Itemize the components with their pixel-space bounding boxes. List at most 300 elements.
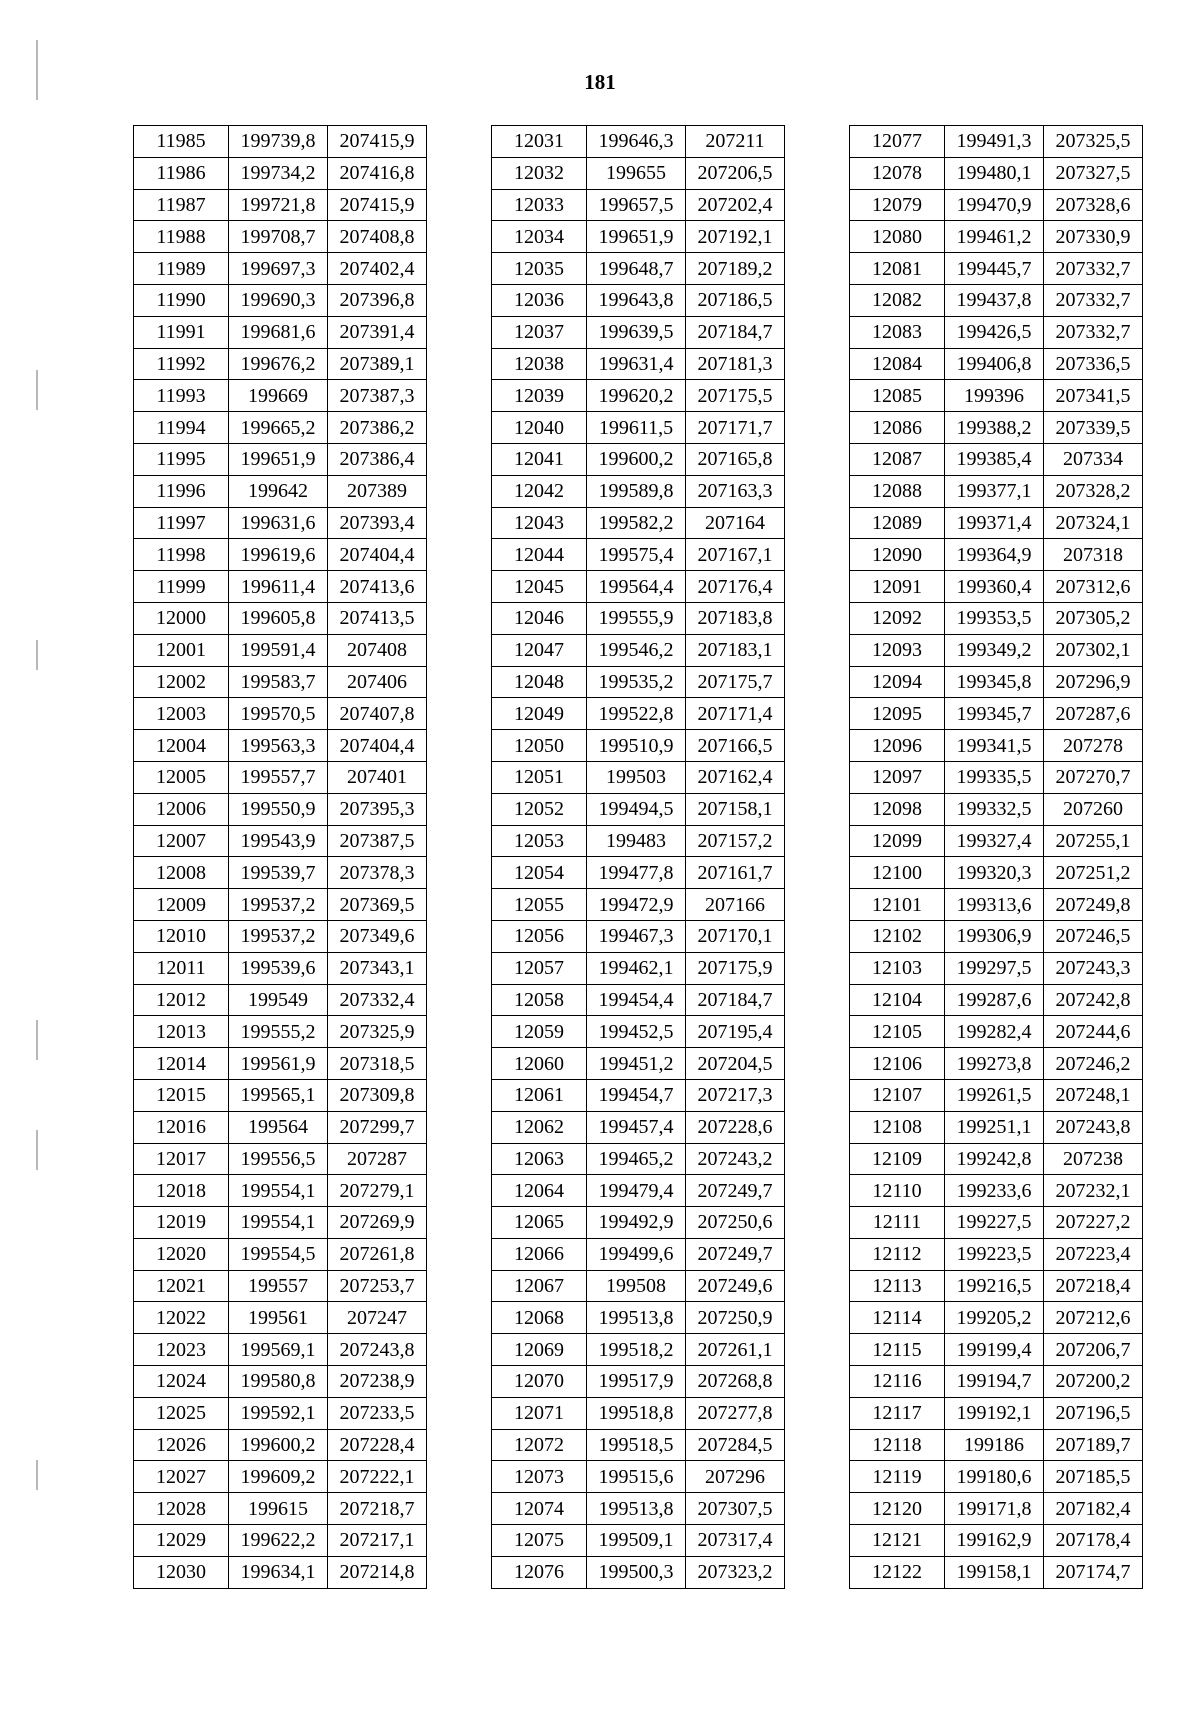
y-coordinate-cell: 207369,5	[328, 889, 427, 921]
table-row	[134, 1461, 427, 1493]
table-row	[850, 571, 1143, 603]
y-coordinate-cell: 207243,8	[328, 1334, 427, 1366]
x-coordinate-cell: 199639,5	[587, 316, 686, 348]
x-coordinate-cell: 199665,2	[229, 412, 328, 444]
y-coordinate-cell: 207189,7	[1044, 1429, 1143, 1461]
table-row	[850, 889, 1143, 921]
y-coordinate-cell: 207161,7	[686, 857, 785, 889]
table-row	[492, 1175, 785, 1207]
y-coordinate-cell: 207249,7	[686, 1238, 785, 1270]
y-coordinate-cell: 207217,3	[686, 1079, 785, 1111]
table-row	[492, 1207, 785, 1239]
table-row	[492, 1048, 785, 1080]
x-coordinate-cell: 199539,6	[229, 952, 328, 984]
x-coordinate-cell: 199192,1	[945, 1397, 1044, 1429]
x-coordinate-cell: 199345,7	[945, 698, 1044, 730]
point-number-cell: 12019	[134, 1207, 229, 1239]
table-row	[134, 761, 427, 793]
x-coordinate-cell: 199364,9	[945, 539, 1044, 571]
y-coordinate-cell: 207243,2	[686, 1143, 785, 1175]
y-coordinate-cell: 207269,9	[328, 1207, 427, 1239]
point-number-cell: 12039	[492, 380, 587, 412]
point-number-cell: 12066	[492, 1238, 587, 1270]
x-coordinate-cell: 199457,4	[587, 1111, 686, 1143]
table-row	[134, 284, 427, 316]
y-coordinate-cell: 207178,4	[1044, 1525, 1143, 1557]
table-row	[134, 1207, 427, 1239]
x-coordinate-cell: 199385,4	[945, 443, 1044, 475]
y-coordinate-cell: 207211	[686, 126, 785, 158]
scan-margin-line	[36, 1020, 38, 1060]
point-number-cell: 12045	[492, 571, 587, 603]
y-coordinate-cell: 207218,7	[328, 1493, 427, 1525]
point-number-cell: 12047	[492, 634, 587, 666]
x-coordinate-cell: 199158,1	[945, 1556, 1044, 1588]
x-coordinate-cell: 199465,2	[587, 1143, 686, 1175]
point-number-cell: 12033	[492, 189, 587, 221]
y-coordinate-cell: 207261,1	[686, 1334, 785, 1366]
table-row	[492, 475, 785, 507]
point-number-cell: 12018	[134, 1175, 229, 1207]
y-coordinate-cell: 207318	[1044, 539, 1143, 571]
point-number-cell: 12072	[492, 1429, 587, 1461]
point-number-cell: 12076	[492, 1556, 587, 1588]
table-row	[134, 1238, 427, 1270]
x-coordinate-cell: 199555,2	[229, 1016, 328, 1048]
point-number-cell: 12104	[850, 984, 945, 1016]
point-number-cell: 12096	[850, 730, 945, 762]
x-coordinate-cell: 199605,8	[229, 602, 328, 634]
table-row	[492, 1238, 785, 1270]
x-coordinate-cell: 199651,9	[587, 221, 686, 253]
y-coordinate-cell: 207248,1	[1044, 1079, 1143, 1111]
point-number-cell: 12017	[134, 1143, 229, 1175]
table-row	[134, 507, 427, 539]
table-row	[134, 348, 427, 380]
x-coordinate-cell: 199491,3	[945, 126, 1044, 158]
table-row	[492, 698, 785, 730]
x-coordinate-cell: 199734,2	[229, 157, 328, 189]
y-coordinate-cell: 207401	[328, 761, 427, 793]
point-number-cell: 12026	[134, 1429, 229, 1461]
point-number-cell: 12111	[850, 1207, 945, 1239]
table-row	[134, 412, 427, 444]
x-coordinate-cell: 199306,9	[945, 920, 1044, 952]
table-row	[492, 157, 785, 189]
y-coordinate-cell: 207378,3	[328, 857, 427, 889]
table-row	[492, 857, 785, 889]
x-coordinate-cell: 199180,6	[945, 1461, 1044, 1493]
point-number-cell: 12077	[850, 126, 945, 158]
table-row	[492, 316, 785, 348]
x-coordinate-cell: 199643,8	[587, 284, 686, 316]
x-coordinate-cell: 199162,9	[945, 1525, 1044, 1557]
x-coordinate-cell: 199537,2	[229, 889, 328, 921]
y-coordinate-cell: 207163,3	[686, 475, 785, 507]
table-row	[134, 1429, 427, 1461]
y-coordinate-cell: 207268,8	[686, 1366, 785, 1398]
x-coordinate-cell: 199510,9	[587, 730, 686, 762]
table-row	[850, 920, 1143, 952]
point-number-cell: 12075	[492, 1525, 587, 1557]
point-number-cell: 12068	[492, 1302, 587, 1334]
x-coordinate-cell: 199569,1	[229, 1334, 328, 1366]
y-coordinate-cell: 207334	[1044, 443, 1143, 475]
point-number-cell: 12043	[492, 507, 587, 539]
y-coordinate-cell: 207238,9	[328, 1366, 427, 1398]
point-number-cell: 12004	[134, 730, 229, 762]
point-number-cell: 11992	[134, 348, 229, 380]
x-coordinate-cell: 199611,4	[229, 571, 328, 603]
table-row	[492, 1556, 785, 1588]
point-number-cell: 12052	[492, 793, 587, 825]
y-coordinate-cell: 207158,1	[686, 793, 785, 825]
table-row	[850, 539, 1143, 571]
y-coordinate-cell: 207175,9	[686, 952, 785, 984]
point-number-cell: 11997	[134, 507, 229, 539]
point-number-cell: 12098	[850, 793, 945, 825]
x-coordinate-cell: 199535,2	[587, 666, 686, 698]
table-row	[492, 952, 785, 984]
x-coordinate-cell: 199287,6	[945, 984, 1044, 1016]
x-coordinate-cell: 199564,4	[587, 571, 686, 603]
y-coordinate-cell: 207317,4	[686, 1525, 785, 1557]
y-coordinate-cell: 207171,4	[686, 698, 785, 730]
y-coordinate-cell: 207395,3	[328, 793, 427, 825]
x-coordinate-cell: 199592,1	[229, 1397, 328, 1429]
table-row	[492, 1111, 785, 1143]
table-row	[850, 666, 1143, 698]
table-row	[134, 825, 427, 857]
y-coordinate-cell: 207249,8	[1044, 889, 1143, 921]
point-number-cell: 12086	[850, 412, 945, 444]
y-coordinate-cell: 207416,8	[328, 157, 427, 189]
table-row	[850, 1207, 1143, 1239]
point-number-cell: 11993	[134, 380, 229, 412]
point-number-cell: 12095	[850, 698, 945, 730]
table-row	[850, 1493, 1143, 1525]
point-number-cell: 12003	[134, 698, 229, 730]
x-coordinate-cell: 199320,3	[945, 857, 1044, 889]
point-number-cell: 12000	[134, 602, 229, 634]
point-number-cell: 12122	[850, 1556, 945, 1588]
x-coordinate-cell: 199609,2	[229, 1461, 328, 1493]
x-coordinate-cell: 199648,7	[587, 253, 686, 285]
point-number-cell: 12121	[850, 1525, 945, 1557]
point-number-cell: 12081	[850, 253, 945, 285]
y-coordinate-cell: 207393,4	[328, 507, 427, 539]
table-row	[134, 571, 427, 603]
point-number-cell: 12009	[134, 889, 229, 921]
point-number-cell: 12103	[850, 952, 945, 984]
y-coordinate-cell: 207413,6	[328, 571, 427, 603]
x-coordinate-cell: 199353,5	[945, 602, 1044, 634]
y-coordinate-cell: 207183,8	[686, 602, 785, 634]
point-number-cell: 12110	[850, 1175, 945, 1207]
point-number-cell: 12015	[134, 1079, 229, 1111]
y-coordinate-cell: 207253,7	[328, 1270, 427, 1302]
y-coordinate-cell: 207406	[328, 666, 427, 698]
table-row	[134, 1111, 427, 1143]
table-row	[492, 1366, 785, 1398]
x-coordinate-cell: 199575,4	[587, 539, 686, 571]
point-number-cell: 12074	[492, 1493, 587, 1525]
y-coordinate-cell: 207332,7	[1044, 253, 1143, 285]
point-number-cell: 12030	[134, 1556, 229, 1588]
table-row	[850, 1111, 1143, 1143]
y-coordinate-cell: 207176,4	[686, 571, 785, 603]
x-coordinate-cell: 199522,8	[587, 698, 686, 730]
y-coordinate-cell: 207343,1	[328, 952, 427, 984]
point-number-cell: 12054	[492, 857, 587, 889]
y-coordinate-cell: 207415,9	[328, 189, 427, 221]
point-number-cell: 12089	[850, 507, 945, 539]
x-coordinate-cell: 199452,5	[587, 1016, 686, 1048]
point-number-cell: 12062	[492, 1111, 587, 1143]
y-coordinate-cell: 207332,4	[328, 984, 427, 1016]
table-row	[492, 348, 785, 380]
point-number-cell: 12001	[134, 634, 229, 666]
table-row	[134, 1143, 427, 1175]
table-row	[850, 475, 1143, 507]
table-row	[492, 571, 785, 603]
table-row	[850, 126, 1143, 158]
table-row	[134, 1048, 427, 1080]
y-coordinate-cell: 207184,7	[686, 316, 785, 348]
x-coordinate-cell: 199186	[945, 1429, 1044, 1461]
point-number-cell: 12048	[492, 666, 587, 698]
point-number-cell: 12102	[850, 920, 945, 952]
table-row	[850, 157, 1143, 189]
table-row	[850, 1429, 1143, 1461]
y-coordinate-cell: 207332,7	[1044, 284, 1143, 316]
y-coordinate-cell: 207195,4	[686, 1016, 785, 1048]
y-coordinate-cell: 207246,5	[1044, 920, 1143, 952]
table-row	[850, 1238, 1143, 1270]
table-row	[492, 602, 785, 634]
y-coordinate-cell: 207336,5	[1044, 348, 1143, 380]
y-coordinate-cell: 207175,5	[686, 380, 785, 412]
point-number-cell: 12005	[134, 761, 229, 793]
x-coordinate-cell: 199657,5	[587, 189, 686, 221]
point-number-cell: 12113	[850, 1270, 945, 1302]
point-number-cell: 12038	[492, 348, 587, 380]
point-number-cell: 12061	[492, 1079, 587, 1111]
y-coordinate-cell: 207200,2	[1044, 1366, 1143, 1398]
x-coordinate-cell: 199251,1	[945, 1111, 1044, 1143]
table-row	[492, 1302, 785, 1334]
y-coordinate-cell: 207162,4	[686, 761, 785, 793]
y-coordinate-cell: 207328,6	[1044, 189, 1143, 221]
table-row	[134, 1079, 427, 1111]
x-coordinate-cell: 199642	[229, 475, 328, 507]
table-row	[850, 348, 1143, 380]
y-coordinate-cell: 207243,3	[1044, 952, 1143, 984]
point-number-cell: 12100	[850, 857, 945, 889]
y-coordinate-cell: 207279,1	[328, 1175, 427, 1207]
x-coordinate-cell: 199646,3	[587, 126, 686, 158]
y-coordinate-cell: 207250,9	[686, 1302, 785, 1334]
x-coordinate-cell: 199549	[229, 984, 328, 1016]
point-number-cell: 12023	[134, 1334, 229, 1366]
y-coordinate-cell: 207249,6	[686, 1270, 785, 1302]
x-coordinate-cell: 199377,1	[945, 475, 1044, 507]
table-row	[850, 1556, 1143, 1588]
table-row	[850, 698, 1143, 730]
y-coordinate-cell: 207166	[686, 889, 785, 921]
point-number-cell: 12035	[492, 253, 587, 285]
table-row	[134, 793, 427, 825]
table-row	[850, 825, 1143, 857]
x-coordinate-cell: 199513,8	[587, 1493, 686, 1525]
table-row	[850, 221, 1143, 253]
x-coordinate-cell: 199515,6	[587, 1461, 686, 1493]
point-number-cell: 12071	[492, 1397, 587, 1429]
point-number-cell: 12014	[134, 1048, 229, 1080]
point-number-cell: 12002	[134, 666, 229, 698]
table-row	[134, 920, 427, 952]
point-number-cell: 12106	[850, 1048, 945, 1080]
point-number-cell: 12084	[850, 348, 945, 380]
x-coordinate-cell: 199445,7	[945, 253, 1044, 285]
point-number-cell: 12008	[134, 857, 229, 889]
x-coordinate-cell: 199406,8	[945, 348, 1044, 380]
table-row	[492, 1143, 785, 1175]
table-row	[134, 857, 427, 889]
y-coordinate-cell: 207309,8	[328, 1079, 427, 1111]
y-coordinate-cell: 207255,1	[1044, 825, 1143, 857]
table-row	[134, 475, 427, 507]
table-row	[850, 1461, 1143, 1493]
table-row	[850, 761, 1143, 793]
table-row	[850, 316, 1143, 348]
table-row	[492, 1397, 785, 1429]
point-number-cell: 12101	[850, 889, 945, 921]
coordinate-table-2	[491, 125, 785, 1589]
point-number-cell: 12057	[492, 952, 587, 984]
table-row	[134, 666, 427, 698]
point-number-cell: 12085	[850, 380, 945, 412]
table-row	[134, 984, 427, 1016]
x-coordinate-cell: 199721,8	[229, 189, 328, 221]
table-row	[850, 1397, 1143, 1429]
x-coordinate-cell: 199223,5	[945, 1238, 1044, 1270]
y-coordinate-cell: 207413,5	[328, 602, 427, 634]
x-coordinate-cell: 199543,9	[229, 825, 328, 857]
table-row	[492, 825, 785, 857]
table-row	[134, 1397, 427, 1429]
x-coordinate-cell: 199513,8	[587, 1302, 686, 1334]
x-coordinate-cell: 199518,2	[587, 1334, 686, 1366]
x-coordinate-cell: 199600,2	[587, 443, 686, 475]
x-coordinate-cell: 199479,4	[587, 1175, 686, 1207]
point-number-cell: 12049	[492, 698, 587, 730]
y-coordinate-cell: 207408	[328, 634, 427, 666]
x-coordinate-cell: 199216,5	[945, 1270, 1044, 1302]
table-row	[134, 634, 427, 666]
table-row	[492, 1493, 785, 1525]
point-number-cell: 12090	[850, 539, 945, 571]
point-number-cell: 12011	[134, 952, 229, 984]
x-coordinate-cell: 199242,8	[945, 1143, 1044, 1175]
table-row	[134, 253, 427, 285]
point-number-cell: 12118	[850, 1429, 945, 1461]
point-number-cell: 12094	[850, 666, 945, 698]
y-coordinate-cell: 207261,8	[328, 1238, 427, 1270]
table-row	[134, 730, 427, 762]
table-row	[492, 189, 785, 221]
table-row	[492, 1270, 785, 1302]
y-coordinate-cell: 207296	[686, 1461, 785, 1493]
y-coordinate-cell: 207299,7	[328, 1111, 427, 1143]
y-coordinate-cell: 207189,2	[686, 253, 785, 285]
y-coordinate-cell: 207327,5	[1044, 157, 1143, 189]
table-row	[134, 1525, 427, 1557]
y-coordinate-cell: 207325,9	[328, 1016, 427, 1048]
table-row	[134, 189, 427, 221]
y-coordinate-cell: 207242,8	[1044, 984, 1143, 1016]
x-coordinate-cell: 199546,2	[587, 634, 686, 666]
point-number-cell: 12097	[850, 761, 945, 793]
table-row	[134, 952, 427, 984]
y-coordinate-cell: 207212,6	[1044, 1302, 1143, 1334]
y-coordinate-cell: 207186,5	[686, 284, 785, 316]
y-coordinate-cell: 207181,3	[686, 348, 785, 380]
x-coordinate-cell: 199345,8	[945, 666, 1044, 698]
table-row	[850, 284, 1143, 316]
table-row	[850, 793, 1143, 825]
x-coordinate-cell: 199708,7	[229, 221, 328, 253]
table-row	[134, 889, 427, 921]
table-row	[850, 1048, 1143, 1080]
x-coordinate-cell: 199570,5	[229, 698, 328, 730]
y-coordinate-cell: 207218,4	[1044, 1270, 1143, 1302]
x-coordinate-cell: 199557	[229, 1270, 328, 1302]
x-coordinate-cell: 199556,5	[229, 1143, 328, 1175]
table-row	[492, 1334, 785, 1366]
y-coordinate-cell: 207404,4	[328, 539, 427, 571]
point-number-cell: 12051	[492, 761, 587, 793]
y-coordinate-cell: 207325,5	[1044, 126, 1143, 158]
point-number-cell: 12006	[134, 793, 229, 825]
y-coordinate-cell: 207182,4	[1044, 1493, 1143, 1525]
x-coordinate-cell: 199554,5	[229, 1238, 328, 1270]
table-row	[492, 221, 785, 253]
y-coordinate-cell: 207270,7	[1044, 761, 1143, 793]
y-coordinate-cell: 207324,1	[1044, 507, 1143, 539]
x-coordinate-cell: 199676,2	[229, 348, 328, 380]
x-coordinate-cell: 199371,4	[945, 507, 1044, 539]
y-coordinate-cell: 207332,7	[1044, 316, 1143, 348]
x-coordinate-cell: 199297,5	[945, 952, 1044, 984]
x-coordinate-cell: 199509,1	[587, 1525, 686, 1557]
x-coordinate-cell: 199205,2	[945, 1302, 1044, 1334]
point-number-cell: 11989	[134, 253, 229, 285]
table-row	[134, 316, 427, 348]
table-row	[850, 857, 1143, 889]
x-coordinate-cell: 199565,1	[229, 1079, 328, 1111]
table-row	[492, 443, 785, 475]
x-coordinate-cell: 199634,1	[229, 1556, 328, 1588]
y-coordinate-cell: 207328,2	[1044, 475, 1143, 507]
x-coordinate-cell: 199282,4	[945, 1016, 1044, 1048]
y-coordinate-cell: 207244,6	[1044, 1016, 1143, 1048]
point-number-cell: 12021	[134, 1270, 229, 1302]
table-row	[492, 920, 785, 952]
y-coordinate-cell: 207302,1	[1044, 634, 1143, 666]
y-coordinate-cell: 207404,4	[328, 730, 427, 762]
point-number-cell: 12037	[492, 316, 587, 348]
